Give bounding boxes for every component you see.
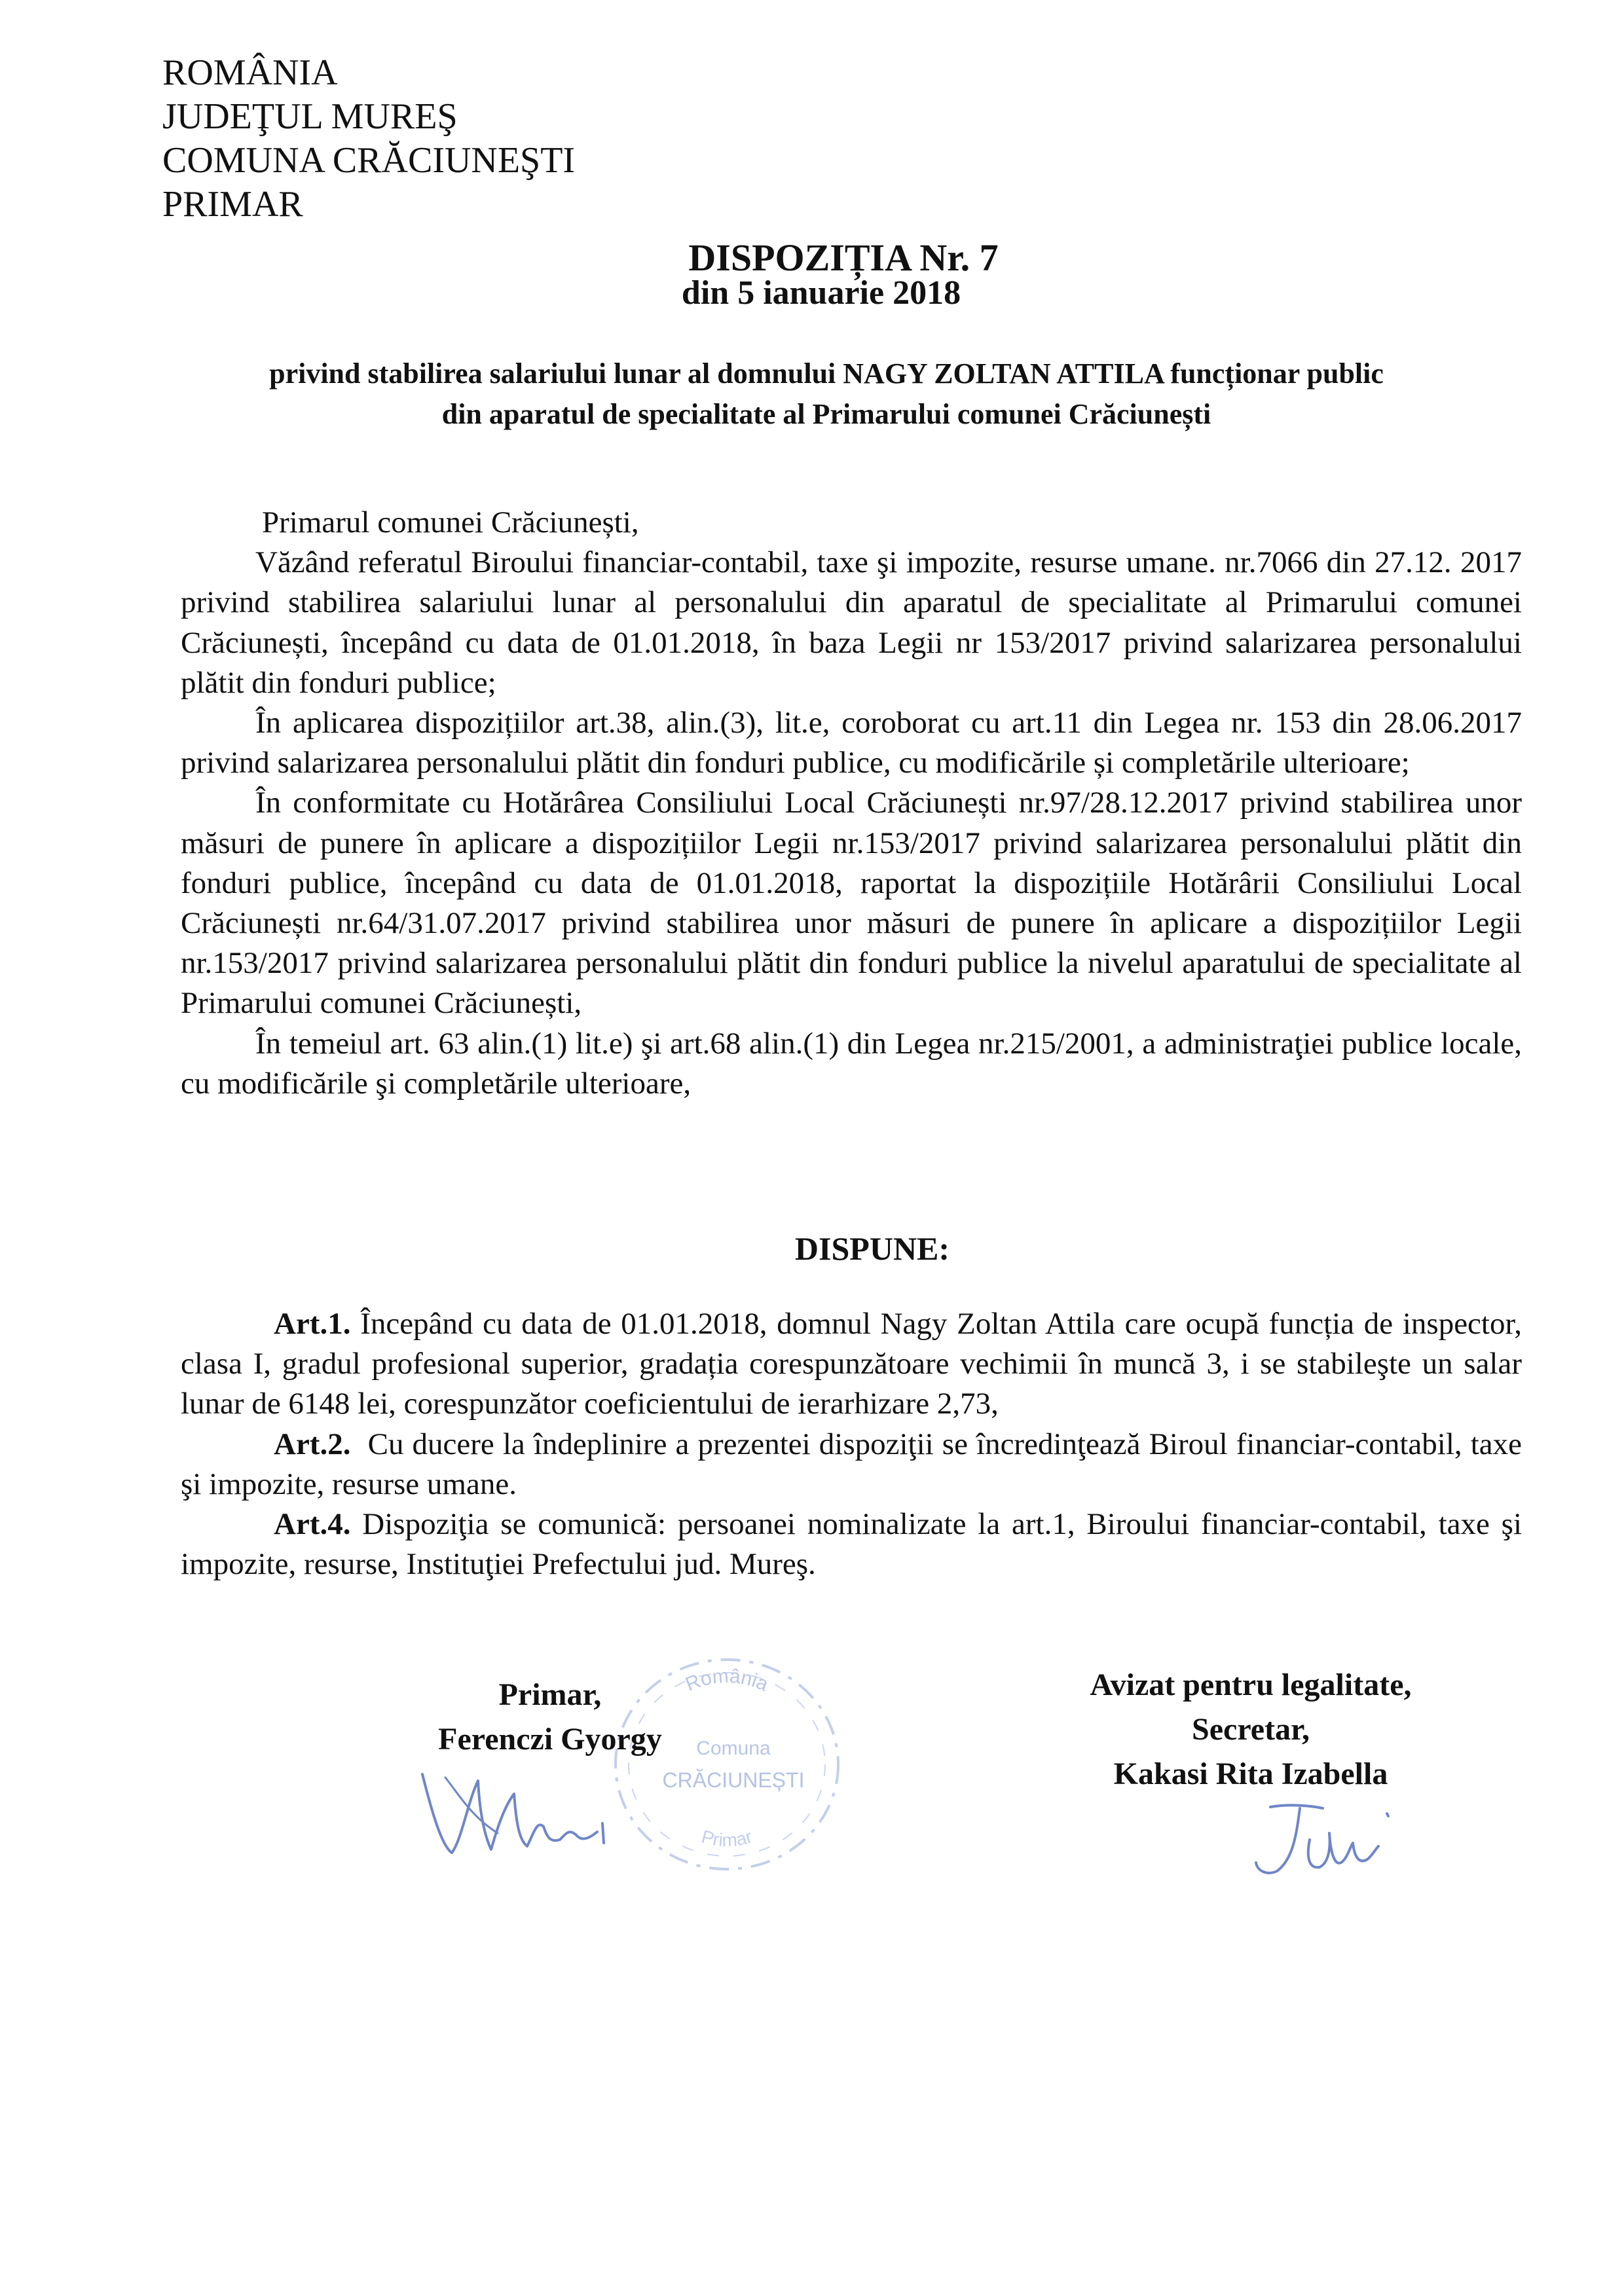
mayor-name: Ferenczi Gyorgy bbox=[438, 1722, 662, 1757]
stamp-bottom-text: Primar bbox=[699, 1826, 755, 1851]
preamble-mayor: Primarul comunei Crăciunești, bbox=[262, 505, 639, 539]
preamble-law-application: În aplicarea dispozițiilor art.38, alin.(3), lit.e, coroborat cu art.11 din Legea nr. 153 din 28.06.2017 privind salarizarea personalului plătit din fonduri publice, cu modificările și completările ulterioare; bbox=[181, 706, 1522, 780]
article-1 bbox=[181, 1304, 1522, 1425]
article-text: Începând cu data de 01.01.2018, domnul Nagy Zoltan Attila care ocupă funcția de inspector, clasa I, gradul profesional superior, gradația corespunzătoare vechimii în muncă 3, i se stabileşte un salar lunar de 6148 lei, corespunzător coeficientului de ierarhizare 2,73, bbox=[181, 1307, 1522, 1421]
preamble-referat: Văzând referatul Biroului financiar-contabil, taxe şi impozite, resurse umane. nr.7066 din 27.12. 2017 privind stabilirea salariului lunar al personalului din aparatul de specialitate al Primarului comunei Crăciunești, începând cu data de 01.01.2018, în baza Legii nr 153/2017 privind salarizarea personalului plătit din fonduri publice; bbox=[181, 545, 1522, 700]
article-4 bbox=[181, 1504, 1522, 1584]
header-office: PRIMAR bbox=[162, 184, 303, 225]
articles bbox=[181, 1304, 1522, 1584]
legality-note: Avizat pentru legalitate, bbox=[1090, 1667, 1412, 1702]
secretary-handwritten-signature bbox=[1231, 1794, 1401, 1886]
secretary-signature-block bbox=[1022, 1663, 1480, 1796]
article-2 bbox=[181, 1425, 1522, 1504]
header-country: ROMÂNIA bbox=[162, 52, 338, 93]
article-label: Art.2. bbox=[274, 1427, 351, 1461]
preamble-council-decision: În conformitate cu Hotărârea Consiliului Local Crăciunești nr.97/28.12.2017 privind stabilirea unor măsuri de punere în aplicare a dispozițiilor Legii nr.153/2017 privind salarizarea personalului plătit din fonduri publice, începând cu data de 01.01.2018, raportat la dispozițiile Hotărârii Consiliului Local Crăciunești nr.64/31.07.2017 privind stabilirea unor măsuri de punere în aplicare a dispozițiilor Legii nr.153/2017 privind salarizarea personalului plătit din fonduri publice la nivelul aparatului de specialitate al Primarului comunei Crăciunești, bbox=[181, 786, 1522, 1021]
subject-line-2: din aparatul de specialitate al Primarului comunei Crăciunești bbox=[441, 398, 1211, 430]
stamp-mid-text-2: CRĂCIUNEȘTI bbox=[662, 1768, 805, 1792]
secretary-role: Secretar, bbox=[1192, 1712, 1310, 1747]
preamble-legal-basis: În temeiul art. 63 alin.(1) lit.e) şi art.68 alin.(1) din Legea nr.215/2001, a administraţiei publice locale, cu modificările şi completările ulterioare, bbox=[181, 1026, 1522, 1101]
dispune-heading: DISPUNE: bbox=[794, 1230, 950, 1267]
mayor-signature-block bbox=[367, 1673, 733, 1762]
mayor-handwritten-signature bbox=[406, 1755, 622, 1866]
article-text: Cu ducere la îndeplinire a prezentei dispoziţii se încredinţează Biroul financiar-contabil, taxe şi impozite, resurse umane. bbox=[181, 1427, 1522, 1501]
mayor-role: Primar, bbox=[498, 1677, 602, 1712]
issuer-header bbox=[162, 51, 575, 227]
article-label: Art.4. bbox=[274, 1507, 351, 1542]
document-date: din 5 ianuarie 2018 bbox=[681, 274, 961, 312]
stamp-top-text: România bbox=[682, 1665, 772, 1696]
subject-line-1: privind stabilirea salariului lunar al domnului NAGY ZOLTAN ATTILA funcționar public bbox=[269, 357, 1384, 390]
document-title: DISPOZIȚIA Nr. 7 bbox=[688, 236, 999, 279]
document-subject bbox=[178, 354, 1475, 435]
svg-text:Primar bbox=[699, 1826, 754, 1850]
stamp-mid-text-1: Comuna bbox=[696, 1738, 771, 1759]
header-commune: COMUNA CRĂCIUNEŞTI bbox=[162, 140, 576, 181]
preamble bbox=[181, 503, 1522, 1104]
header-county: JUDEŢUL MUREŞ bbox=[162, 96, 458, 137]
article-text: Dispoziţia se comunică: persoanei nominalizate la art.1, Biroului financiar-contabil, taxe şi impozite, resurse, Instituţiei Prefectului jud. Mureş. bbox=[181, 1507, 1522, 1582]
article-label: Art.1. bbox=[274, 1307, 351, 1341]
secretary-name: Kakasi Rita Izabella bbox=[1113, 1757, 1388, 1791]
